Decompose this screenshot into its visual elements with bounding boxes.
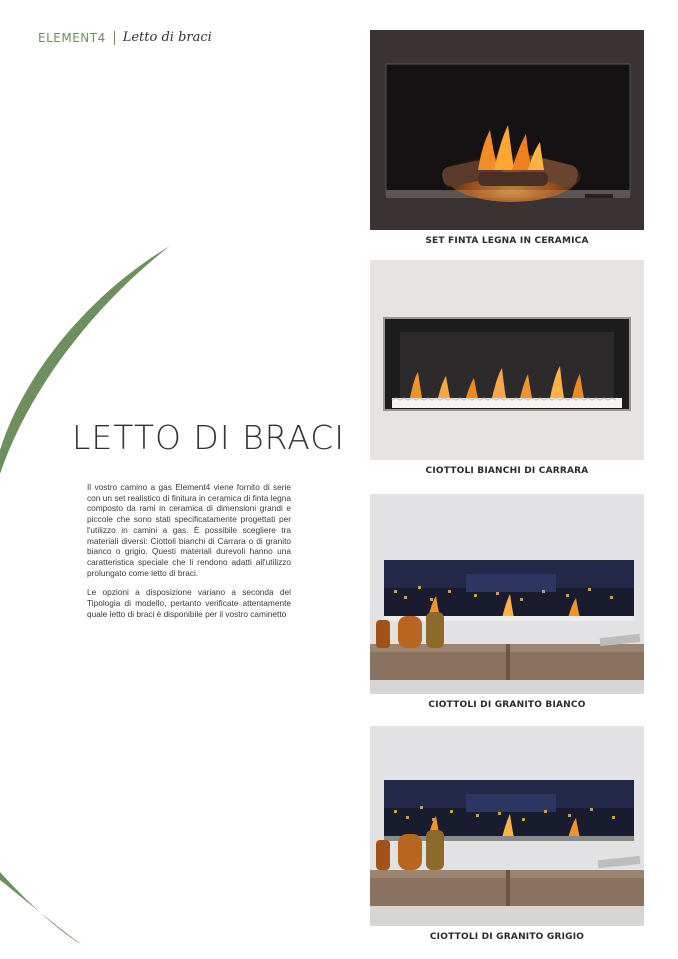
photo-carrara-pebbles — [370, 260, 644, 460]
photo-ceramic-logs — [370, 30, 644, 230]
paragraph-1: Il vostro camino a gas Element4 viene fornito di serie con un set realistico di finitura in ceramica di finta legna composto da rami in ceramica di dimensioni grandi e piccole che sono stati specificatamente progettati per l'utilizzo in camini a gas. È possibile scegliere tra materiali diversi: Ciottoli bianchi di Carrara o di granito bianco o grigio. Questi materiali durevoli hanno una caratteristica speciale che li rendono adatti all'utilizzo prolungato come letto di braci. — [87, 482, 291, 578]
caption-carrara-pebbles: CIOTTOLI BIANCHI DI CARRARA — [425, 466, 589, 476]
caption-ceramic-logs: SET FINTA LEGNA IN CERAMICA — [425, 236, 589, 246]
decorative-swoosh — [0, 0, 180, 959]
brand-name: ELEMENT4 — [38, 30, 106, 45]
body-text — [87, 482, 291, 628]
photo-white-granite — [370, 494, 644, 694]
paragraph-2: Le opzioni a disposizione variano a seconda del Tipologia di modello, pertanto verificate attentamente quale letto di braci è disponibile per il vostro caminetto — [87, 587, 291, 619]
caption-white-granite: CIOTTOLI DI GRANITO BIANCO — [428, 700, 586, 710]
caption-grey-granite: CIOTTOLI DI GRANITO GRIGIO — [429, 932, 585, 942]
section-subtitle: Letto di braci — [122, 30, 212, 45]
photo-grey-granite — [370, 726, 644, 926]
section-title: LETTO DI BRACI — [72, 418, 346, 457]
